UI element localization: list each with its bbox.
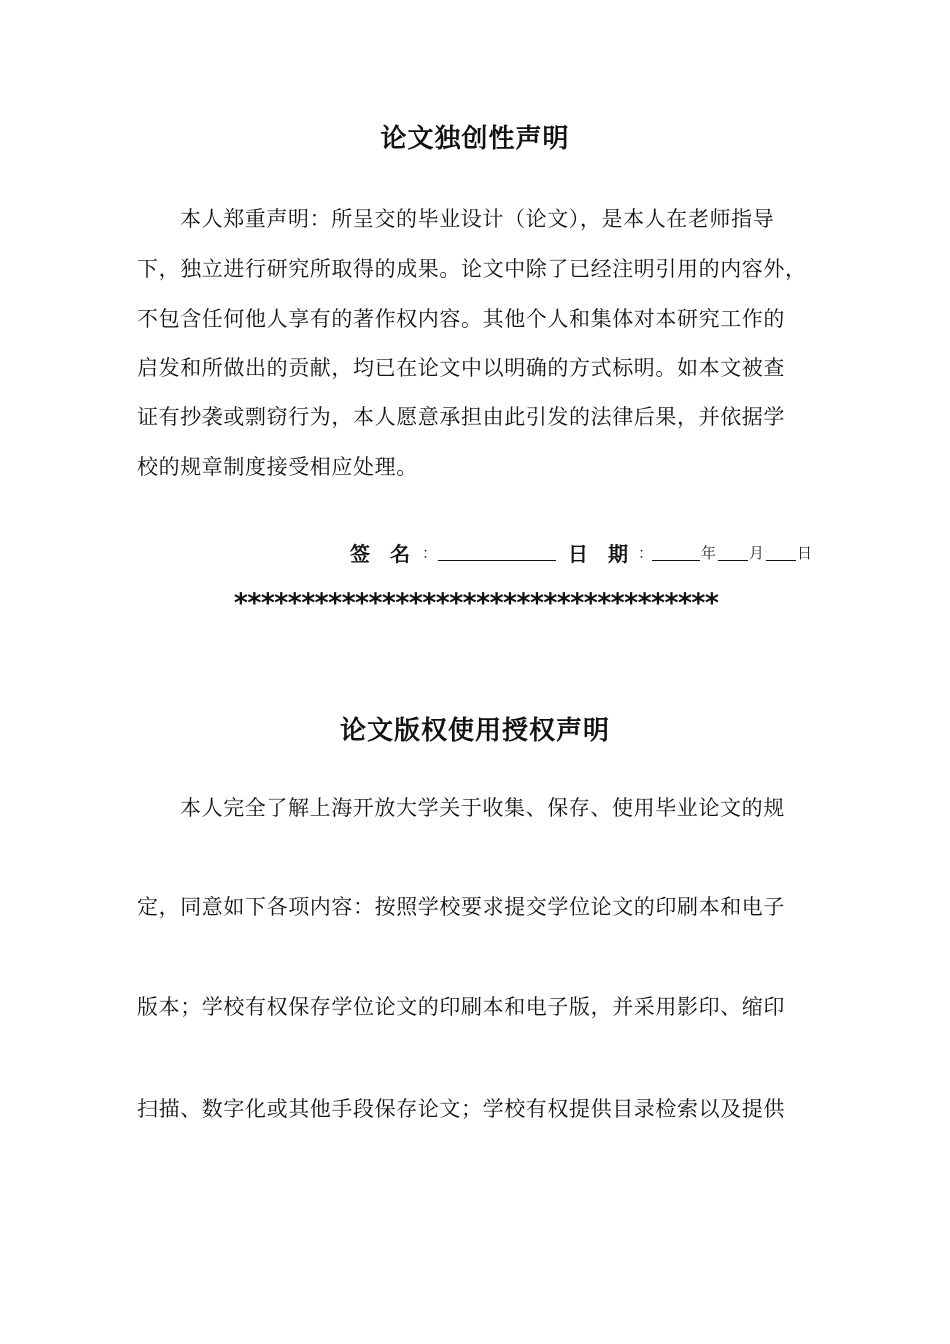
originality-paragraph-line: 证有抄袭或剽窃行为，本人愿意承担由此引发的法律后果，并依据学: [137, 405, 785, 429]
authorization-paragraph-line: 扫描、数字化或其他手段保存论文；学校有权提供目录检索以及提供: [137, 1097, 785, 1121]
authorization-paragraph-line: 本人完全了解上海开放大学关于收集、保存、使用毕业论文的规: [180, 796, 785, 820]
authorization-paragraph-line: 版本；学校有权保存学位论文的印刷本和电子版，并采用影印、缩印: [137, 995, 785, 1019]
originality-paragraph-line: 校的规章制度接受相应处理。: [137, 455, 418, 479]
date-day-label: 日: [797, 544, 813, 562]
asterisk-separator: ************************************: [232, 588, 718, 619]
date-label: 日 期: [568, 542, 628, 566]
date-month-label: 月: [749, 544, 765, 562]
originality-paragraph-line: 启发和所做出的贡献，均已在论文中以明确的方式标明。如本文被查: [137, 356, 785, 380]
authorization-paragraph-line: 定，同意如下各项内容：按照学校要求提交学位论文的印刷本和电子: [137, 895, 785, 919]
signature-row: [350, 538, 820, 568]
date-year-label: 年: [701, 544, 717, 562]
originality-paragraph-line: 本人郑重声明：所呈交的毕业设计（论文），是本人在老师指导: [180, 207, 775, 231]
signature-colon: ：: [422, 544, 438, 562]
originality-paragraph-line: 下，独立进行研究所取得的成果。论文中除了已经注明引用的内容外，: [137, 257, 807, 281]
date-colon: ：: [638, 544, 654, 562]
originality-paragraph-line: 不包含任何他人享有的著作权内容。其他个人和集体对本研究工作的: [137, 307, 785, 331]
signature-label: 签 名: [350, 542, 410, 566]
copyright-authorization-title: 论文版权使用授权声明: [339, 716, 610, 746]
originality-declaration-title: 论文独创性声明: [380, 124, 570, 154]
